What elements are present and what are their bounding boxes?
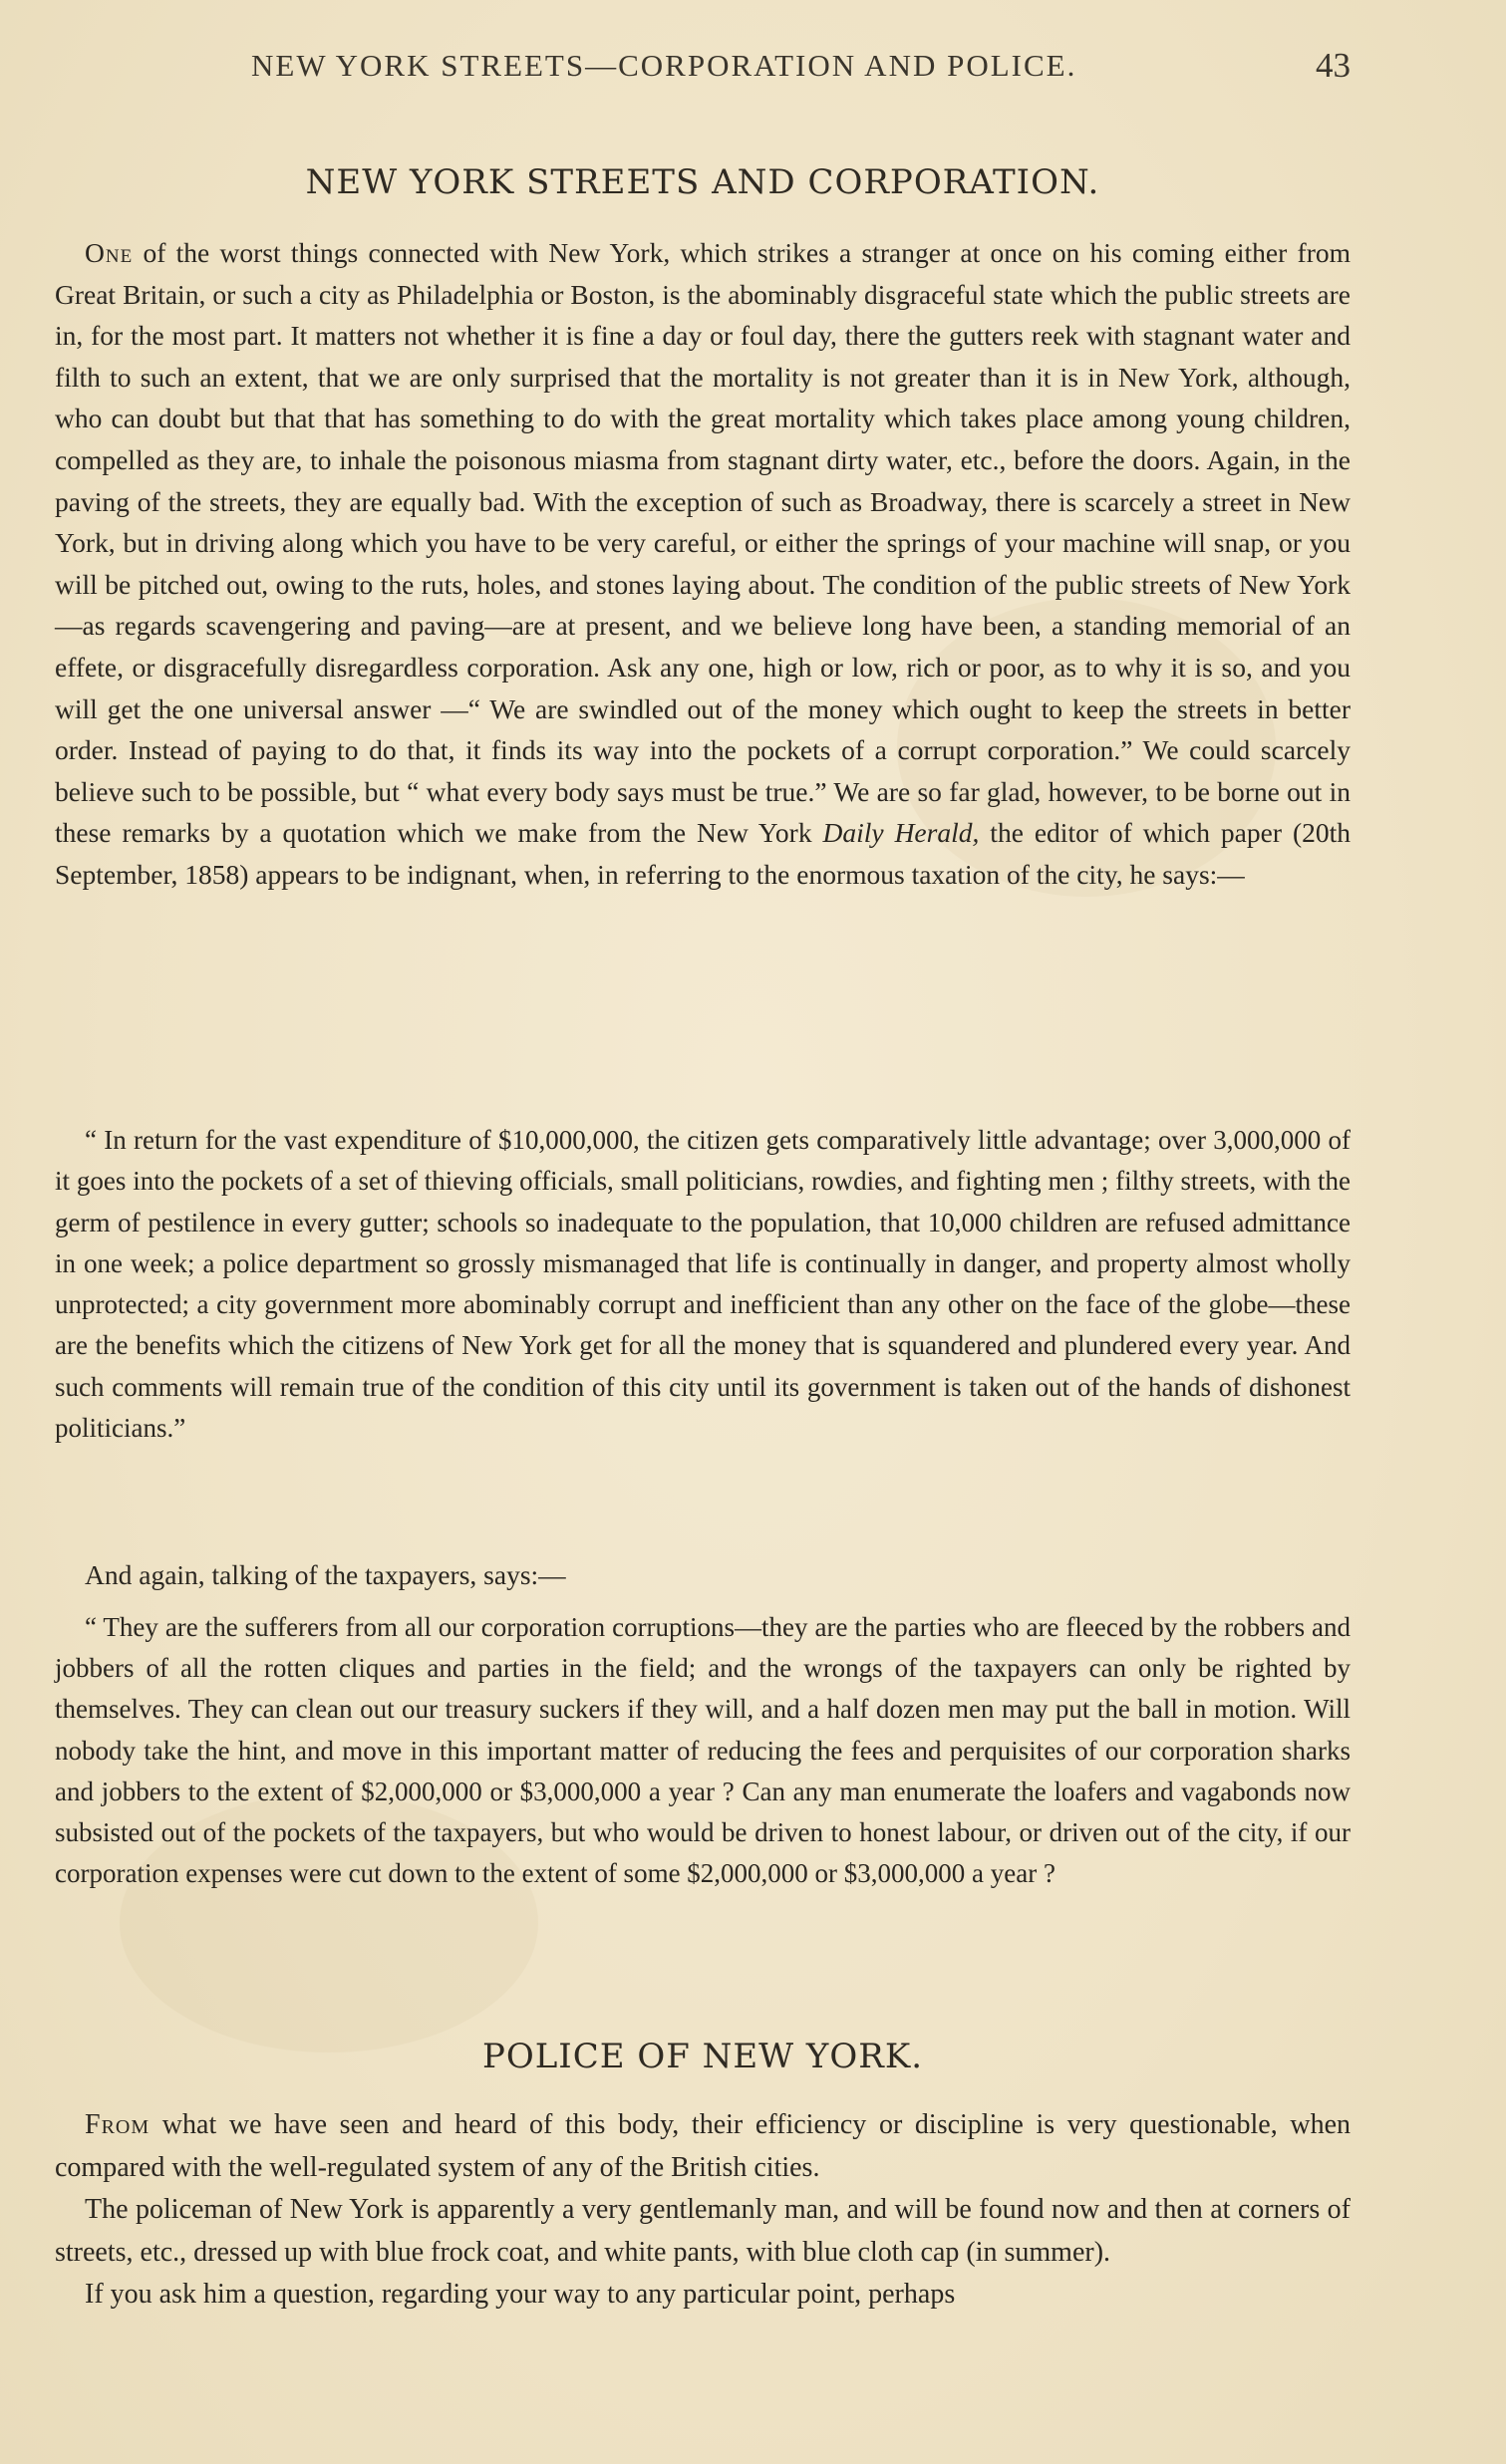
herald-quote-block	[55, 1120, 1351, 1449]
taxpayers-intro	[55, 1554, 1351, 1595]
paragraph-text-end: the editor of which paper (20th September, 1858) appears to be indignant, when, in referring to the enormous taxation of the city, he says:—	[55, 817, 1351, 890]
running-head	[100, 48, 1406, 88]
streets-body-paragraph	[55, 232, 1351, 896]
paragraph-text: what we have seen and heard of this body, their efficiency or discipline is very questionable, when compared with the well-regulated system of any of the British cities.	[55, 2109, 1351, 2183]
newspaper-title: Daily Herald,	[822, 817, 980, 849]
herald-quote: “ In return for the vast expenditure of $10,000,000, the citizen gets comparatively little advantage; over 3,000,000 of it goes into the pockets of a set of thieving officials, small politicians, rowdies, and fighting men ; filthy streets, with the germ of pestilence in every gutter; schools so inadequate to the population, that 10,000 children are refused admittance in one week; a police department so grossly mismanaged that life is continually in danger, and property almost wholly unprotected; a city government more abominably corrupt and inefficient than any other on the face of the globe—these are the benefits which the citizens of New York get for all the money that is squandered and plundered every year. And such comments will remain true of the condition of this city until its government is taken out of the hands of dishonest politicians.”	[55, 1125, 1351, 1444]
taxpayers-quote-block	[55, 1607, 1351, 1894]
police-paragraph-2: The policeman of New York is apparently a very gentlemanly man, and will be found now and then at corners of streets, etc., dressed up with blue frock coat, and white pants, with blue cloth cap (in summer).	[55, 2194, 1351, 2268]
section-title-streets: NEW YORK STREETS AND CORPORATION.	[305, 162, 1100, 202]
taxpayers-quote: “ They are the sufferers from all our corporation corruptions—they are the parties who are fleeced by the robbers and jobbers of all the rotten cliques and parties in the field; and the wrongs of the taxpayers can only be righted by themselves. They can clean out our treasury suckers if they will, and a half dozen men may put the ball in motion. Will nobody take the hint, and move in this important matter of reducing the fees and perquisites of our corporation sharks and jobbers to the extent of $2,000,000 or $3,000,000 a year ? Can any man enumerate the loafers and vagabonds now subsisted out of the pockets of the taxpayers, but who would be driven to honest labour, or driven out of the city, if our corporation expenses were cut down to the extent of some $2,000,000 or $3,000,000 a year ?	[55, 1612, 1351, 1889]
running-title: NEW YORK STREETS—CORPORATION AND POLICE.	[251, 48, 1077, 83]
taxpayers-intro-text: And again, talking of the taxpayers, says:—	[85, 1559, 566, 1590]
streets-paragraph	[55, 232, 1351, 896]
police-section-body	[55, 2104, 1351, 2317]
section-title-police: POLICE OF NEW YORK.	[481, 2037, 924, 2076]
paragraph-text: of the worst things connected with New York, which strikes a stranger at once on his coming either from Great Britain, or such a city as Philadelphia or Boston, is the abominably disgraceful state which the public streets are in, for the most part. It matters not whether it is fine a day or foul day, there the gutters reek with stagnant water and filth to such an extent, that we are only surprised that the mortality is not greater than it is in New York, although, who can doubt but that that has something to do with the great mortality which takes place among young children, compelled as they are, to inhale the poisonous miasma from stagnant dirty water, etc., before the doors. Again, in the paving of the streets, they are equally bad. With the exception of such as Broadway, there is scarcely a street in New York, but in driving along which you have to be very careful, or either the springs of your machine will snap, or you will be pitched out, owing to the ruts, holes, and stones laying about. The condition of the public streets of New York—as regards scavengering and paving—are at present, and we believe long have been, a standing memorial of an effete, or disgracefully disregardless corporation. Ask any one, high or low, rich or poor, as to why it is so, and you will get the one universal answer —“ We are swindled out of the money which ought to keep the streets in better order. Instead of paying to do that, it finds its way into the pockets of a corrupt corporation.” We could scarcely believe such to be possible, but “ what every body says must be true.” We are so far glad, however, to be borne out in these remarks by a quotation which we make from the New York	[55, 237, 1351, 849]
page-number: 43	[1316, 46, 1351, 85]
police-paragraph-1	[55, 2104, 1351, 2189]
paragraph-lead-word: One	[85, 237, 134, 268]
police-paragraph-3: If you ask him a question, regarding your way to any particular point, perhaps	[85, 2279, 956, 2310]
paragraph-lead-word: From	[85, 2109, 151, 2140]
